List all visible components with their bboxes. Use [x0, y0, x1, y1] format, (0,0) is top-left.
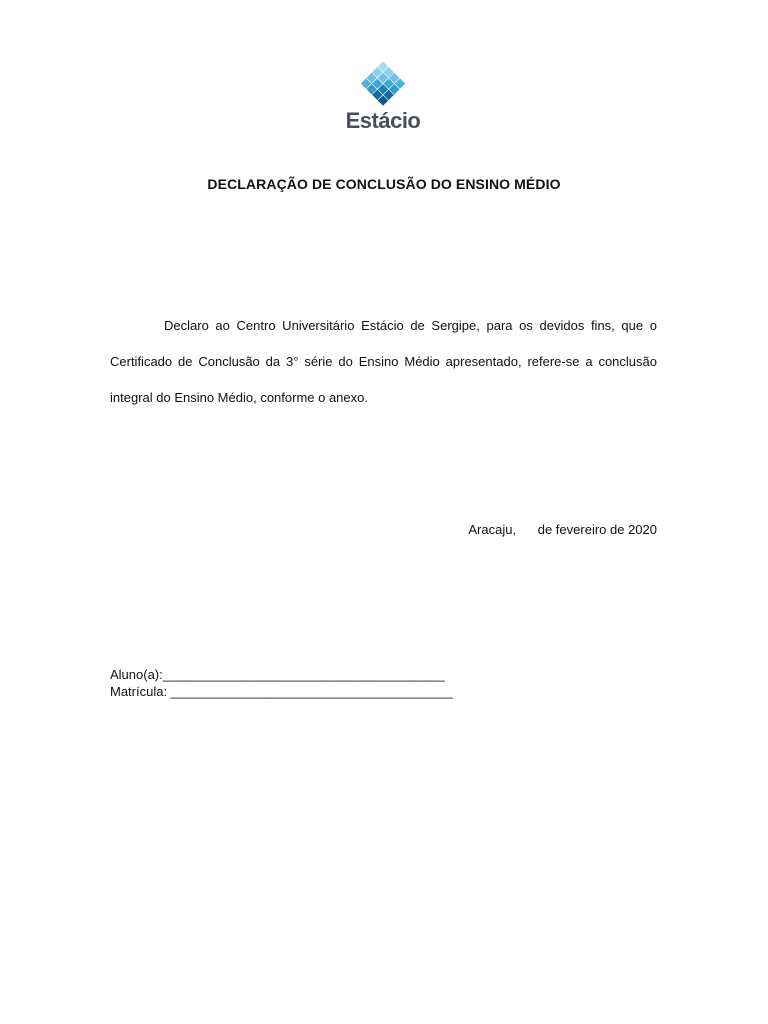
logo-brand-text: Estácio: [345, 108, 421, 133]
document-title: DECLARAÇÃO DE CONCLUSÃO DO ENSINO MÉDIO: [207, 176, 561, 192]
date-line: Aracaju, de fevereiro de 2020: [468, 522, 657, 537]
declaration-paragraph: Declaro ao Centro Universitário Estácio de Sergipe, para os devidos fins, que o Certificado de Conclusão da 3° série do Ensino Médio apresentado, refere-se a conclusão integral do Ensino Médio, conforme o anexo.: [110, 318, 657, 405]
estacio-diamond-logo-icon: [358, 60, 408, 108]
signature-fields: [110, 666, 453, 700]
aluno-field: Aluno(a):_______________________________________: [110, 667, 445, 682]
estacio-logo: [333, 60, 433, 138]
matricula-field: Matrícula: _______________________________________: [110, 684, 453, 699]
